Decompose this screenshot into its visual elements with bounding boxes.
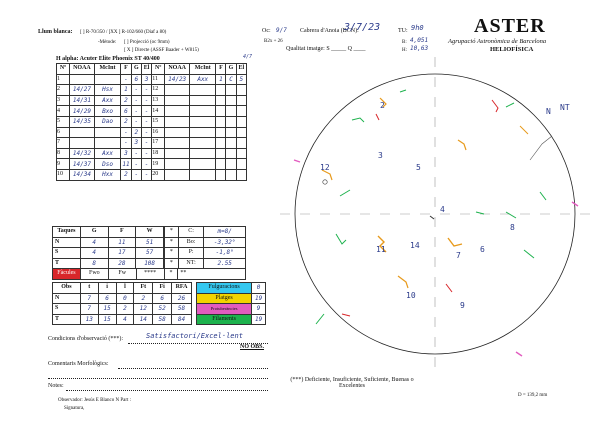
table-cell: 12	[152, 85, 165, 96]
table-cell: 6	[57, 127, 70, 138]
diameter-label: D = 139,2 mm	[518, 393, 548, 398]
side-label: Bo:	[178, 237, 204, 248]
option-refractor: [ ] R-70/350 / [XX ] R-102/660 (Diaf a 80)	[80, 30, 167, 35]
region-label: 12	[320, 163, 330, 172]
table-cell: 3	[131, 138, 141, 149]
header-cell: t	[80, 283, 98, 294]
star1-label: *	[164, 269, 178, 280]
platges-label: Platges	[197, 293, 252, 304]
tu-value: 9h0	[411, 24, 424, 32]
table-cell	[69, 74, 94, 85]
table-cell: 6	[121, 106, 132, 117]
notes-label: Notes:	[48, 383, 64, 389]
header-cell: Nº	[57, 64, 70, 75]
table-cell: 4	[80, 248, 108, 259]
filaments-value: 19	[252, 314, 266, 325]
header-cell: i	[98, 283, 116, 294]
table-cell	[226, 148, 236, 159]
table-cell: 16	[152, 127, 165, 138]
disk-outline	[295, 74, 575, 354]
table-cell	[190, 127, 216, 138]
llum-blanca-label: Llum blanca:	[38, 29, 73, 35]
table-cell: 5	[236, 74, 246, 85]
table-cell: 20	[152, 169, 165, 180]
legend-row	[197, 293, 266, 304]
table-cell: 2	[121, 95, 132, 106]
table-cell: 8	[80, 258, 108, 269]
table-row	[53, 314, 192, 325]
table-cell: -	[141, 106, 151, 117]
table-cell: Axx	[94, 148, 120, 159]
table-cell: 51	[136, 237, 164, 248]
region-label: 10	[406, 291, 416, 300]
table-cell: 7	[57, 138, 70, 149]
table-cell	[190, 148, 216, 159]
side-value: -1,8°	[204, 248, 246, 259]
table-cell: 13	[80, 314, 98, 325]
table-cell: -	[131, 95, 141, 106]
table-cell: 17	[152, 138, 165, 149]
header-cell: Ft	[134, 283, 153, 294]
table-cell	[190, 159, 216, 170]
no-obs-label: NO OBS.	[240, 344, 265, 350]
table-cell: Bxo	[94, 106, 120, 117]
table-cell	[226, 85, 236, 96]
header-cell: Fi	[153, 283, 172, 294]
table-cell	[226, 138, 236, 149]
table-cell	[236, 95, 246, 106]
table-cell: 52	[153, 304, 172, 315]
table-cell: 14	[152, 106, 165, 117]
table-cell	[165, 159, 190, 170]
b2x-label: B2x + 26	[264, 39, 283, 44]
table-cell: 19	[152, 159, 165, 170]
table-cell: -	[121, 127, 132, 138]
header-cell: McInt	[94, 64, 120, 75]
header-cell: RFA	[172, 283, 192, 294]
header-cell: F	[216, 64, 226, 75]
table-cell: 11	[108, 237, 136, 248]
region-label: NT	[560, 103, 570, 112]
table-cell: N	[53, 293, 81, 304]
table-cell: 15	[98, 304, 116, 315]
region-label: N	[546, 107, 551, 116]
table-row	[57, 116, 247, 127]
table-cell: 11	[152, 74, 165, 85]
table-row	[165, 227, 246, 238]
table-cell	[216, 138, 226, 149]
table-cell	[165, 106, 190, 117]
header-cell: NOAA	[69, 64, 94, 75]
table-cell	[165, 85, 190, 96]
tu-label: TU:	[398, 28, 408, 34]
table-cell	[236, 148, 246, 159]
table-cell: 26	[172, 293, 192, 304]
fulguracions-label: Fulguracions	[197, 283, 252, 294]
header-cell: El	[236, 64, 246, 75]
taques-side-table	[164, 226, 246, 269]
table-row	[57, 106, 247, 117]
table-cell: -	[141, 127, 151, 138]
table-cell: 2	[116, 304, 134, 315]
table-cell: -	[131, 159, 141, 170]
legend-row	[197, 283, 266, 294]
table-cell: 2	[57, 85, 70, 96]
table-row	[53, 293, 192, 304]
groups-table	[56, 63, 247, 181]
b-value: 4,051	[410, 37, 429, 44]
table-cell	[236, 116, 246, 127]
obs-legend-table	[196, 282, 266, 325]
table-cell: 17	[108, 248, 136, 259]
table-cell	[190, 106, 216, 117]
metode-label: -Mètode:	[98, 40, 117, 45]
table-row	[57, 169, 247, 180]
table-cell: 2	[121, 116, 132, 127]
table-cell: T	[53, 258, 81, 269]
table-cell: 2	[131, 127, 141, 138]
table-cell	[216, 148, 226, 159]
table-cell	[216, 116, 226, 127]
star-cell: *	[165, 237, 179, 248]
table-cell: 14/37	[69, 159, 94, 170]
table-cell	[94, 127, 120, 138]
table-row	[53, 237, 164, 248]
table-cell: 108	[136, 258, 164, 269]
table-cell: -	[121, 138, 132, 149]
table-cell: -	[141, 159, 151, 170]
table-cell	[94, 138, 120, 149]
table-cell	[165, 95, 190, 106]
table-cell: -	[131, 148, 141, 159]
region-label: 3	[378, 151, 383, 160]
table-cell: 14/29	[69, 106, 94, 117]
table-cell	[165, 148, 190, 159]
table-cell: 6	[98, 293, 116, 304]
table-cell: S	[53, 248, 81, 259]
side-label: NT:	[178, 258, 204, 269]
table-cell	[216, 159, 226, 170]
taques-header-row	[53, 227, 164, 238]
table-cell: 14/23	[165, 74, 190, 85]
table-cell: 4	[116, 314, 134, 325]
condicions-label: Condicions d'observació (***):	[48, 336, 124, 342]
legend-row	[197, 314, 266, 325]
table-cell	[226, 159, 236, 170]
table-row	[57, 74, 247, 85]
obs-header-row	[53, 283, 192, 294]
table-cell: -	[131, 85, 141, 96]
condicions-value: Satisfactori/Excel·lent	[146, 332, 243, 340]
header-cell: G	[80, 227, 108, 238]
table-row	[57, 138, 247, 149]
h-value: 10,63	[410, 45, 429, 52]
table-cell: Dso	[94, 159, 120, 170]
table-cell: 2	[134, 293, 153, 304]
obs-table	[52, 282, 192, 325]
header-cell: W	[136, 227, 164, 238]
header-cell: NOAA	[165, 64, 190, 75]
region-label: 6	[480, 245, 485, 254]
oc-label: Oc:	[262, 28, 271, 34]
fwo-label: Fwo	[80, 269, 108, 280]
h-alpha-note: 4/7	[243, 54, 253, 60]
table-cell: 58	[153, 314, 172, 325]
table-row	[165, 237, 246, 248]
table-cell: 1	[216, 74, 226, 85]
solar-disk	[280, 52, 590, 377]
table-cell: -	[121, 74, 132, 85]
table-cell	[190, 138, 216, 149]
table-cell: -	[141, 116, 151, 127]
region-label: 8	[510, 223, 515, 232]
oc-value: 9/7	[276, 27, 287, 34]
table-cell: 0	[116, 293, 134, 304]
header-cell: Obs	[53, 283, 81, 294]
sketch-marks	[294, 90, 578, 356]
stars4-label: ****	[136, 269, 164, 280]
side-value: -3,32°	[204, 237, 246, 248]
comentaris-label: Comentaris Morfològics:	[48, 361, 109, 367]
table-cell: Dao	[94, 116, 120, 127]
table-cell	[236, 159, 246, 170]
table-cell: 6	[131, 74, 141, 85]
header-cell: G	[131, 64, 141, 75]
directe-option: [ X ] Directe (ASSF Baader + W815)	[124, 48, 199, 53]
table-cell: -	[131, 116, 141, 127]
side-value: 2.55	[204, 258, 246, 269]
projeccio-option: [ ] Projecció (oc 9mm)	[124, 40, 170, 45]
header-cell: F	[108, 227, 136, 238]
table-cell	[190, 85, 216, 96]
table-cell: N	[53, 237, 81, 248]
table-cell: 9	[57, 159, 70, 170]
table-cell	[165, 127, 190, 138]
table-cell: 58	[172, 304, 192, 315]
table-cell	[226, 106, 236, 117]
h-alpha-label: H alpha: Acuter Elite Phoenix ST 40/400	[56, 56, 160, 62]
table-cell	[190, 116, 216, 127]
table-cell	[236, 85, 246, 96]
region-label: 4	[440, 205, 445, 214]
region-label: 11	[376, 245, 386, 254]
disk-labels	[320, 101, 570, 310]
side-label: P:	[178, 248, 204, 259]
table-cell	[165, 169, 190, 180]
table-row	[57, 159, 247, 170]
table-cell	[165, 138, 190, 149]
table-cell: 10	[57, 169, 70, 180]
region-label: 2	[380, 101, 385, 110]
table-cell: 15	[152, 116, 165, 127]
table-cell: Axx	[190, 74, 216, 85]
facules-label: Fàcules	[53, 269, 81, 280]
table-cell: 5	[57, 116, 70, 127]
table-cell: 14/31	[69, 95, 94, 106]
table-cell: 7	[80, 293, 98, 304]
table-cell	[216, 95, 226, 106]
filaments-label: Filaments	[197, 314, 252, 325]
region-label: 9	[460, 301, 465, 310]
table-cell: 13	[152, 95, 165, 106]
table-row	[57, 85, 247, 96]
star2-label: **	[178, 269, 246, 280]
table-cell: 12	[134, 304, 153, 315]
b-label: B:	[402, 40, 407, 45]
table-cell: 11	[122, 160, 130, 168]
h-label: H:	[402, 48, 407, 53]
table-cell	[94, 74, 120, 85]
table-cell: 57	[136, 248, 164, 259]
header-cell: Nº	[152, 64, 165, 75]
table-cell	[226, 169, 236, 180]
brand-section: HELIOFÍSICA	[490, 46, 534, 53]
region-label: 5	[416, 163, 421, 172]
region-label: 7	[456, 251, 461, 260]
table-cell: Hsx	[94, 85, 120, 96]
table-cell	[216, 85, 226, 96]
table-cell: 2	[121, 169, 132, 180]
signatura-label: Signatura,	[64, 406, 85, 411]
legend-row	[197, 304, 266, 315]
legend-note: (***) Deficiente, Insuficiente, Suficiente, Buenas o Excelentes	[290, 377, 414, 389]
table-cell: -	[141, 148, 151, 159]
table-cell	[69, 127, 94, 138]
protuberancies-label: Protuberàncies	[197, 304, 252, 315]
table-cell: 15	[98, 314, 116, 325]
table-cell	[216, 169, 226, 180]
table-row	[57, 95, 247, 106]
table-cell: 7	[80, 304, 98, 315]
table-cell: 14	[134, 314, 153, 325]
table-cell: 4	[80, 237, 108, 248]
table-cell	[236, 127, 246, 138]
table-cell	[236, 169, 246, 180]
region-label: 14	[410, 241, 420, 250]
brand-subtitle: Agrupació Astronòmica de Barcelona	[448, 38, 547, 45]
table-cell: Hxx	[94, 169, 120, 180]
table-cell: Axx	[94, 95, 120, 106]
table-cell: -	[141, 85, 151, 96]
table-row	[57, 127, 247, 138]
brand-title: ASTER	[474, 15, 546, 37]
table-cell: 4	[57, 106, 70, 117]
table-cell: 3	[141, 74, 151, 85]
header-cell: l	[116, 283, 134, 294]
table-cell: 6	[153, 293, 172, 304]
table-row	[53, 248, 164, 259]
table-cell: 1	[57, 74, 70, 85]
table-cell: 1	[121, 85, 132, 96]
table-row	[53, 304, 192, 315]
side-label: C:	[178, 227, 204, 238]
fulguracions-value: 0	[252, 283, 266, 294]
header-cell: McInt	[190, 64, 216, 75]
table-cell: T	[53, 314, 81, 325]
table-cell: 14/27	[69, 85, 94, 96]
observador-label: Observador: Jesús E Blanco N Part :	[58, 398, 132, 403]
star-cell: *	[165, 227, 179, 238]
cabrera-label: Cabrera d'Anoia (BCN):	[300, 28, 359, 34]
table-cell: 8	[57, 148, 70, 159]
table-cell: C	[226, 74, 236, 85]
facules-table	[52, 268, 246, 280]
table-cell	[190, 169, 216, 180]
table-cell	[226, 127, 236, 138]
table-cell	[216, 106, 226, 117]
table-cell	[226, 116, 236, 127]
protuberancies-value: 9	[252, 304, 266, 315]
table-cell: 28	[108, 258, 136, 269]
table-cell	[216, 127, 226, 138]
table-cell: S	[53, 304, 81, 315]
fw-label: Fw	[108, 269, 136, 280]
table-cell: 3	[121, 148, 132, 159]
table-cell: 14/32	[69, 148, 94, 159]
table-cell: -	[131, 106, 141, 117]
table-cell: 18	[152, 148, 165, 159]
taques-table	[52, 226, 164, 269]
table-cell: -	[141, 95, 151, 106]
table-cell: 84	[172, 314, 192, 325]
table-cell: -	[141, 169, 151, 180]
header-cell: El	[141, 64, 151, 75]
platges-value: 19	[252, 293, 266, 304]
groups-header-row	[57, 64, 247, 75]
table-cell	[165, 116, 190, 127]
table-cell: -	[131, 169, 141, 180]
date-value: 3/7/23	[344, 22, 381, 33]
qualitat-label: Qualitat imatge: S _____ Q ____	[286, 46, 366, 52]
table-cell	[226, 95, 236, 106]
table-cell: 3	[57, 95, 70, 106]
table-cell	[69, 138, 94, 149]
table-cell: -	[141, 138, 151, 149]
table-cell: 14/34	[69, 169, 94, 180]
table-cell	[236, 106, 246, 117]
header-cell: Taques	[53, 227, 81, 238]
table-row	[165, 248, 246, 259]
table-row	[57, 148, 247, 159]
side-value: m=8/	[204, 227, 246, 238]
header-cell: G	[226, 64, 236, 75]
star-cell: *	[165, 248, 179, 259]
facules-row	[53, 269, 246, 280]
table-cell	[190, 95, 216, 106]
table-cell	[236, 138, 246, 149]
star-cell: *	[165, 258, 179, 269]
header-cell: F	[121, 64, 132, 75]
table-cell: 14/35	[69, 116, 94, 127]
